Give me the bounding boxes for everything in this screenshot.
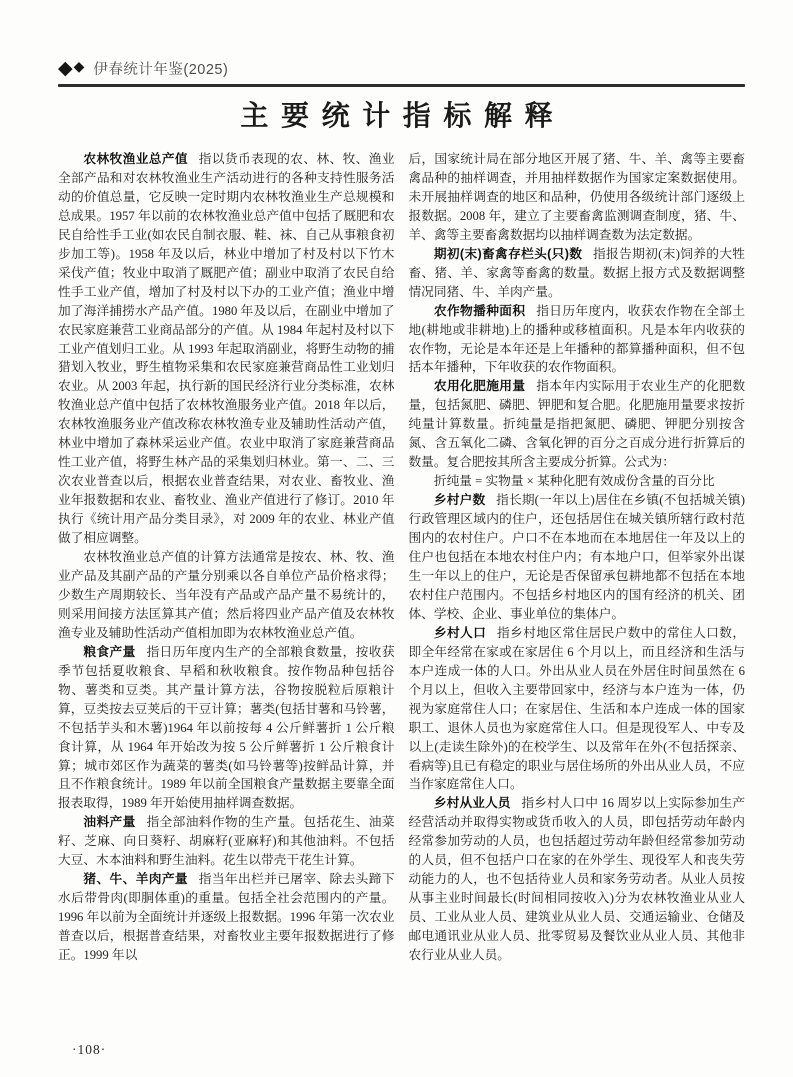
definition-paragraph: 农作物播种面积 指日历年度内，收获农作物在全部土地(耕地或非耕地)上的播种或移植面积。凡是本年内收获的农作物，无论是本年还是上年播种的都算播种面积，但不包括本年播种，下年收获的农作物面积。 [408,303,746,375]
indicator-term: 油料产量 [83,815,136,830]
definition-paragraph: 油料产量 指全部油料作物的生产量。包括花生、油菜籽、芝麻、向日葵籽、胡麻籽(亚麻籽)和其他油料。不包括大豆、木本油料和野生油料。花生以带壳干花生计算。 [58,815,395,868]
header-divider [58,84,745,87]
indicator-term: 乡村户数 [433,493,486,508]
definition-paragraph: 乡村从业人员 指乡村人口中 16 周岁以上实际参加生产经营活动并取得实物或货币收入的人员，即包括劳动年龄内经常参加劳动的人员，也包括超过劳动年龄但经常参加劳动的人员，但不包括户口在家的在外学生、现役军人和丧失劳动能力的人，也不包括待业人员和家务劳动者。从业人员按从事主业时间最长(时间相同按收入)分为农林牧渔业从业人员、工业从业人员、建筑业从业人员、交通运输业、仓储及邮电通讯业从业人员、批零贸易及餐饮业从业人员、其他非农行业从业人员。 [408,796,746,963]
formula-line: 折纯量 = 实物量 × 某种化肥有效成份含量的百分比 [433,474,715,489]
indicator-term: 乡村人口 [433,625,487,640]
page-title: 主要统计指标解释 [240,100,566,131]
content-columns [58,150,745,1017]
indicator-term: 粮食产量 [83,644,136,659]
definition-paragraph: 农林牧渔业总产值 指以货币表现的农、林、牧、渔业全部产品和对农林牧渔业生产活动进行的各种支持性服务活动的价值总量，它反映一定时期内农林牧渔业生产总规模和总成果。1957 年以前的农林牧渔业总产值中包括了厩肥和农民自给性手工业(如农民自制衣服、鞋、袜、自己从事粮食初步加工等)。1958 年及以后，林业中增加了村及村以下竹木采伐产值；牧业中取消了厩肥产值；副业中取消了农民自给性手工业产值，增加了村及村以下办的工业产值；渔业中增加了海洋捕捞水产品产值。1980 年及以后，在副业中增加了农民家庭兼营工业商品部分的产值。从 1984 年起村及村以下工业产值划归工业。从 1993 年起取消副业，将野生动物的捕猎划入牧业，野生植物采集和农民家庭兼营商品性工业划归农业。从 2003 年起，执行新的国民经济行业分类标准，农林牧渔业总产值中包括了农林牧渔服务业产值。2018 年以后，农林牧渔服务业产值改称农林牧渔专业及辅助性活动产值，林业中增加了森林采运业产值。农业中取消了家庭兼营商品性工业产值，将野生林产品的采集划归林业。第一、二、三次农业普查以后，根据农业普查结果，对农业、畜牧业、渔业年报数据和农业、畜牧业、渔业产值进行了修订。2010 年执行《统计用产品分类目录》，对 2009 年的农业、林业产值做了相应调整。 [58,152,395,546]
indicator-term: 农作物播种面积 [433,303,526,318]
diamond-icon-large: ◆ [58,57,73,79]
yearbook-title: 伊春统计年鉴(2025) [93,61,229,78]
page-number: ·108· [72,1042,107,1057]
page-footer [72,1041,106,1059]
definition-paragraph: 农用化肥施用量 指本年内实际用于农业生产的化肥数量，包括氮肥、磷肥、钾肥和复合肥。化肥施用量要求按折纯量计算数量。折纯量是指把氮肥、磷肥、钾肥分别按含氮、含五氧化二磷、含氧化钾的百分之百成分进行折算后的数量。复合肥按其所含主要成分折算。公式为： [408,379,746,470]
yearbook-brand [58,56,745,80]
indicator-term: 农用化肥施用量 [433,379,526,394]
indicator-term: 猪、牛、羊肉产量 [83,872,188,887]
definition-paragraph: 乡村人口 指乡村地区常住居民户数中的常住人口数，即全年经常在家或在家居住 6 个月以上，而且经济和生活与本户连成一体的人口。外出从业人员在外居住时间虽然在 6 个月以上，但收入主要带回家中，经济与本户连为一体，仍视为家庭常住人口；在家居住、生活和本户连成一体的国家职工、退休人员也为家庭常住人口。但是现役军人、中专及以上(走读生除外)的在校学生、以及常年在外(不包括探亲、看病等)且已有稳定的职业与居住场所的外出从业人员，不应当作家庭常住人口。 [408,625,746,792]
indicator-term: 乡村从业人员 [433,796,511,811]
indicator-term: 期初(末)畜禽存栏头(只)数 [433,246,583,261]
definition-paragraph: 粮食产量 指日历年度内生产的全部粮食数量，按收获季节包括夏收粮食、早稻和秋收粮食。按作物品种包括谷物、薯类和豆类。其产量计算方法，谷物按脱粒后原粮计算，豆类按去豆荚后的干豆计算；薯类(包括甘薯和马铃薯，不包括芋头和木薯)1964 年以前按每 4 公斤鲜薯折 1 公斤粮食计算，从 1964 年开始改为按 5 公斤鲜薯折 1 公斤粮食计算；城市郊区作为蔬菜的薯类(如马铃薯等)按鲜品计算，并且不作粮食统计。1989 年以前全国粮食产量数据主要靠全面报表取得，1989 年开始使用抽样调查数据。 [58,644,395,811]
page-header [58,56,745,87]
definition-paragraph: 乡村户数 指长期(一年以上)居住在乡镇(不包括城关镇)行政管理区域内的住户，还包括居住在城关镇所辖行政村范围内的农村住户。户口不在本地而在本地居住一年及以上的住户也包括在本地农村住户内；有本地户口，但举家外出谋生一年以上的住户，无论是否保留承包耕地都不包括在本地农村住户范围内。不包括乡村地区内的国有经济的机关、团体、学校、企业、事业单位的集体户。 [408,493,745,621]
definition-paragraph: 猪、牛、羊肉产量 指当年出栏并已屠宰、除去头蹄下水后带骨肉(即胴体重)的重量。包括全社会范围内的产量。1996 年以前为全面统计并逐级上报数据。1996 年第一次农业普查以后，根据普查结果，对畜牧业主要年报数据进行了修正。1999 年以 [58,872,395,963]
diamond-icon-small: ◆ [73,60,85,75]
left-column [58,150,395,1017]
definition-paragraph: 后，国家统计局在部分地区开展了猪、牛、羊、禽等主要畜禽品种的抽样调查，并用抽样数据作为国家定案数据使用。未开展抽样调查的地区和品种，仍使用各级统计部门逐级上报数据。2008 年，建立了主要畜禽监测调查制度，猪、牛、羊、禽等主要畜禽数据均以抽样调查数为法定数据。 [408,152,745,242]
definition-paragraph: 农林牧渔业总产值的计算方法通常是按农、林、牧、渔业产品及其副产品的产量分别乘以各自单位产品价格求得；少数生产周期较长、当年没有产品或产品产量不易统计的，则采用间接方法匡算其产值；然后将四业产品产值及农林牧渔专业及辅助性活动产值相加即为农林牧渔业总产值。 [58,550,395,640]
definition-paragraph: 期初(末)畜禽存栏头(只)数 指报告期初(末)饲养的大牲畜、猪、羊、家禽等畜禽的数量。数据上报方式及数据调整情况同猪、牛、羊肉产量。 [408,246,745,299]
right-column [409,150,746,1017]
indicator-term: 农林牧渔业总产值 [83,152,188,166]
